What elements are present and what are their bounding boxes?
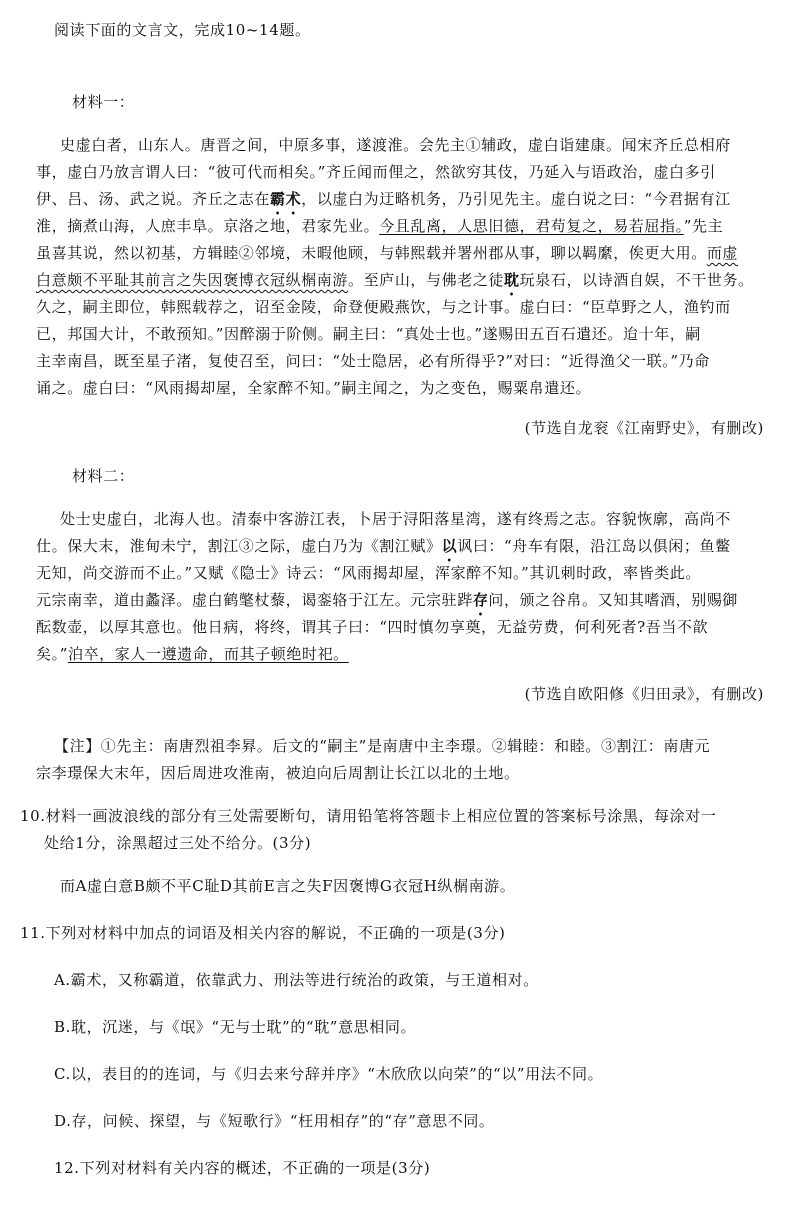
question-10-line-1: 10.材料一画波浪线的部分有三处需要断句，请用铅笔将答题卡上相应位置的答案标号涂黑，每涂对一	[20, 807, 717, 825]
question-11-option-c: C.以，表目的的连词，与《归去来兮辞并序》“木欣欣以向荣”的“以”用法不同。	[54, 1065, 604, 1083]
material-2-line-5: 酝数壶，以厚其意也。他日病，将终，谓其子曰：“四时慎勿享奠，无益劳费，何利死者?吾当不歆	[36, 618, 709, 636]
material-1-line-3: 伊、吕、汤、武之说。齐丘之志在霸术，以虚白为迂略机务，乃引见先主。虚白说之曰：“今君据有江	[36, 190, 731, 208]
question-11-option-a: A.霸术，又称霸道，依靠武力、刑法等进行统治的政策，与王道相对。	[54, 971, 539, 989]
underlined-sentence-1: 今且乱离，人思旧德，君苟复之，易若屈指。	[379, 217, 684, 235]
note-line-1: 【注】①先主：南唐烈祖李昪。后文的“嗣主”是南唐中主李璟。②辑睦：和睦。③割江：南唐元	[54, 737, 711, 755]
material-2-label: 材料二：	[72, 467, 135, 485]
material-2-source: (节选自欧阳修《归田录》，有删改)	[524, 685, 764, 703]
question-10-line-2: 处给1分，涂黑超过三处不给分。(3分)	[44, 834, 312, 852]
dotted-word-cun: 存	[472, 591, 489, 609]
material-2-line-6: 矣。”泊卒，家人一遵遗命，而其子顿绝时祀。	[36, 645, 349, 663]
material-1-source: (节选自龙衮《江南野史》，有删改)	[524, 419, 764, 437]
material-1-line-10: 诵之。虚白曰：“风雨揭却屋，全家醉不知。”嗣主闻之，为之变色，赐粟帛遣还。	[36, 379, 592, 397]
material-2-line-4: 元宗南幸，道由蠡泽。虚白鹤氅杖藜，谒銮辂于江左。元宗驻跸存问，颁之谷帛。又知其嗜酒，别赐御	[36, 591, 739, 609]
intro-text: 阅读下面的文言文，完成10~14题。	[54, 21, 311, 39]
question-11-stem: 11.下列对材料中加点的词语及相关内容的解说，不正确的一项是(3分)	[20, 924, 506, 942]
question-11-option-d: D.存，问候、探望，与《短歌行》“枉用相存”的“存”意思不同。	[54, 1112, 495, 1130]
question-12-stem: 12.下列对材料有关内容的概述，不正确的一项是(3分)	[54, 1159, 431, 1177]
material-1-line-7: 久之，嗣主即位，韩熙载荐之，诏至金陵，命登便殿燕饮，与之计事。虚白曰：“臣草野之人，渔钓而	[36, 298, 731, 316]
material-2-line-3: 无知，尚交游而不止。”又赋《隐士》诗云：“风雨揭却屋，浑家醉不知。”其讥刺时政，率皆类此。	[36, 564, 702, 582]
material-1-line-4: 淮，摘煮山海，人庶丰阜。京洛之地，君家先业。今且乱离，人思旧德，君苟复之，易若屈指。”先主	[36, 217, 724, 235]
material-2-line-2: 仕。保大末，淮甸未宁，割江③之际，虚白乃为《割江赋》以讽曰：“舟车有限，沿江岛以俱闲；鱼鳖	[36, 537, 731, 555]
note-line-2: 宗李璟保大末年，因后周进攻淮南，被迫向后周割让长江以北的土地。	[36, 764, 520, 782]
dotted-word-bashu: 霸术	[270, 190, 302, 208]
material-2-line-1: 处士史虚白，北海人也。清泰中客游江表，卜居于浔阳落星湾，遂有终焉之志。容貌恢廓，高尚不	[60, 510, 731, 528]
underlined-sentence-2: 泊卒，家人一遵遗命，而其子顿绝时祀。	[67, 645, 349, 663]
material-1-line-2: 事，虚白乃放言谓人曰：“彼可代而相矣。”齐丘闻而俚之，然欲穷其伎，乃延入与语政治，虚白多引	[36, 163, 716, 181]
material-1-line-6: 白意颇不平耻其前言之失因褒博衣冠纵榍南游。至庐山，与佛老之徒耽玩泉石，以诗酒自娱，不干世务。	[36, 271, 754, 289]
wavy-underline-start: 而虚	[706, 244, 739, 262]
material-1-line-8: 已，邦国大计，不敢预知。”因醉溺于阶侧。嗣主曰：“真处士也。”遂赐田五百石遣还。迨十年，嗣	[36, 325, 702, 343]
material-1-line-1: 史虚白者，山东人。唐晋之间，中原多事，遂渡淮。会先主①辅政，虚白诣建康。闻宋齐丘总相府	[60, 136, 731, 154]
dotted-word-dan: 耽	[504, 271, 520, 289]
question-11-option-b: B.耽，沉迷，与《氓》“无与士耽”的“耽”意思相同。	[54, 1018, 417, 1036]
material-1-line-5: 虽喜其说，然以初基，方辑睦②邻境，未暇他顾，与韩熙载并署州郡从事，聊以羁縻，俟更大用。而虚	[36, 244, 739, 262]
dotted-word-yi: 以	[441, 537, 458, 555]
question-10-options: 而A虚白意B颇不平C耻D其前E言之失F因褒博G衣冠H纵榍南游。	[60, 877, 516, 895]
material-1-label: 材料一：	[72, 93, 135, 111]
material-1-line-9: 主幸南昌，既至星子渚，复使召至，问曰：“处士隐居，必有所得乎?”对曰：“近得渔父一联。”乃命	[36, 352, 710, 370]
wavy-underline-end: 白意颇不平耻其前言之失因褒博衣冠纵榍南游	[36, 271, 349, 289]
